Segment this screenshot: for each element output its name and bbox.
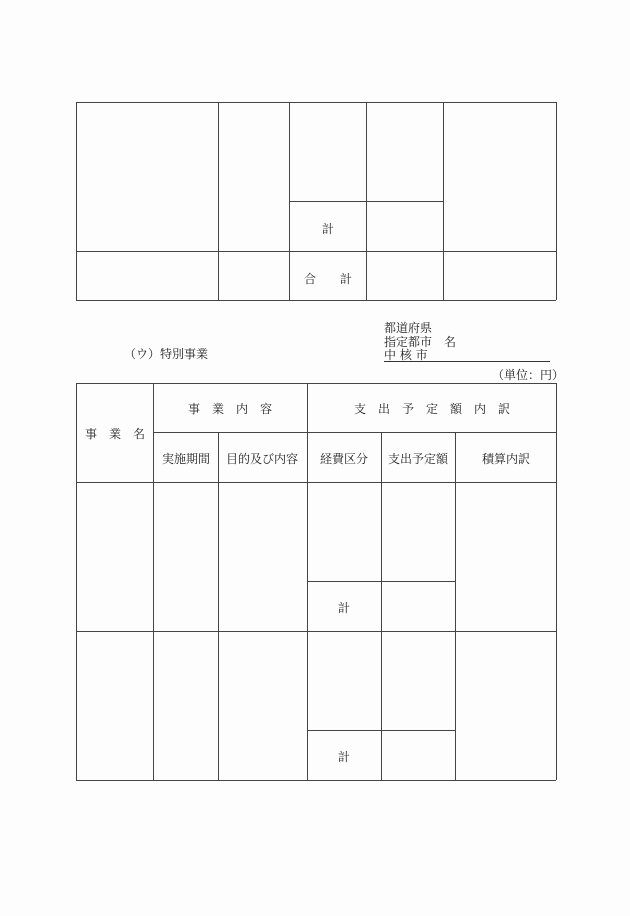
header-expense-category: 経費区分	[319, 452, 369, 466]
section-title: 特別事業	[160, 347, 209, 361]
section-number: （ウ）	[124, 347, 161, 361]
region-label-prefecture: 都道府県	[384, 321, 433, 335]
row-1-subtotal-label: 計	[337, 601, 351, 615]
header-project-content: 事 業 内 容	[187, 402, 273, 416]
header-project-name: 事 業 名	[84, 427, 146, 441]
header-planned-amount: 支出予定額	[387, 452, 449, 466]
row-2-subtotal-label: 計	[337, 750, 351, 764]
region-label-core-city: 中 核 市	[384, 348, 428, 362]
unit-label: （単位：円）	[492, 368, 565, 382]
header-calculation: 積算内訳	[481, 452, 531, 466]
subtotal-label: 計	[321, 222, 335, 236]
grand-total-label: 合 計	[303, 272, 353, 286]
region-label-designated-city: 指定都市 名	[384, 335, 457, 349]
header-expenditure-breakdown: 支 出 予 定 額 内 訳	[353, 402, 511, 416]
header-purpose: 目的及び内容	[225, 452, 299, 466]
region-name-underline	[384, 361, 550, 362]
header-period: 実施期間	[161, 452, 211, 466]
